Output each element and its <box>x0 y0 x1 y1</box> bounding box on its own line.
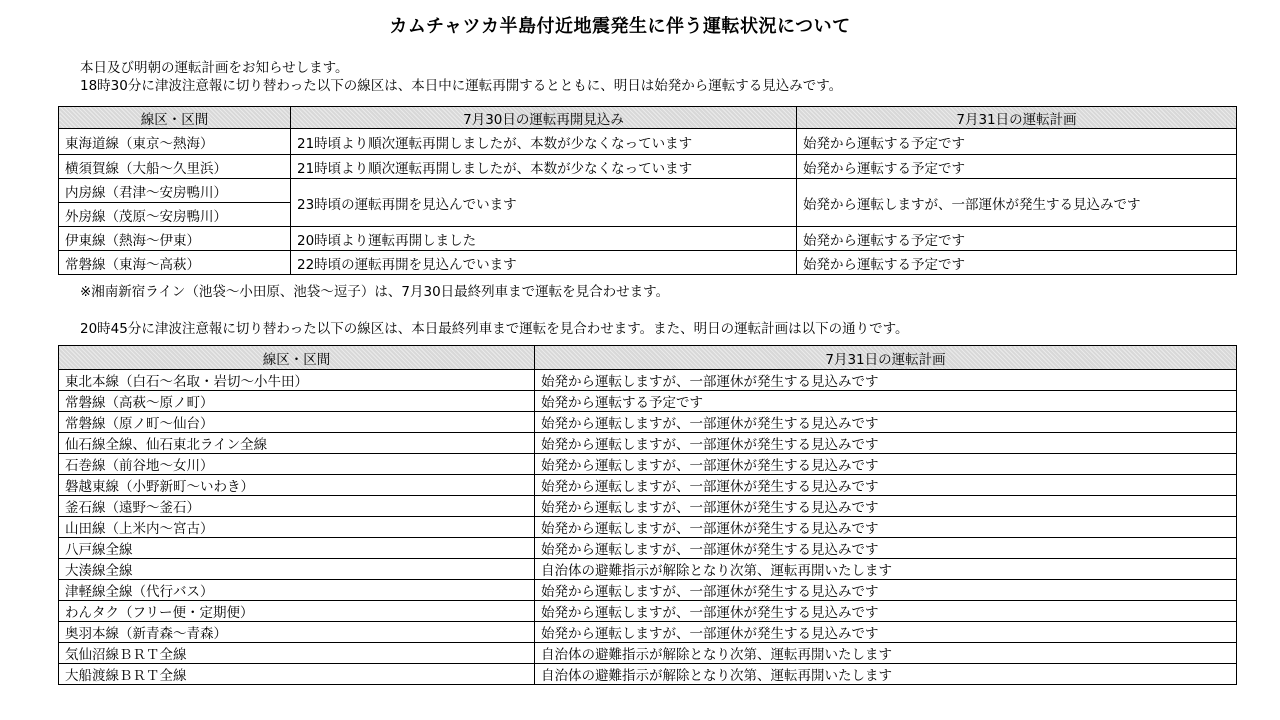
table-row <box>59 251 1237 275</box>
table-row <box>59 664 1237 685</box>
table-row <box>59 370 1237 391</box>
page-title: カムチャツカ半島付近地震発生に伴う運転状況について <box>389 16 851 37</box>
table-row <box>59 433 1237 454</box>
table-row <box>59 538 1237 559</box>
table-row <box>59 643 1237 664</box>
header-tomorrow-plan: 7月31日の運転計画 <box>535 346 1237 370</box>
today-status-cell: 23時頃の運転再開を見込んでいます <box>291 179 797 227</box>
line-cell: 横須賀線（大船～久里浜） <box>59 155 291 179</box>
plan-cell: 始発から運転しますが、一部運休が発生する見込みです <box>535 517 1237 538</box>
line-cell: 常磐線（東海～高萩） <box>59 251 291 275</box>
header-today-outlook: 7月30日の運転再開見込み <box>291 107 797 129</box>
line-cell: 大湊線全線 <box>59 559 535 580</box>
table-row <box>59 580 1237 601</box>
header-tomorrow-plan: 7月31日の運転計画 <box>797 107 1237 129</box>
table-row <box>59 412 1237 433</box>
table-row <box>59 475 1237 496</box>
today-status-cell: 22時頃の運転再開を見込んでいます <box>291 251 797 275</box>
tomorrow-plan-cell: 始発から運転する予定です <box>797 129 1237 155</box>
table-row <box>59 622 1237 643</box>
line-cell: 内房線（君津～安房鴨川） <box>59 179 291 203</box>
plan-cell: 始発から運転しますが、一部運休が発生する見込みです <box>535 622 1237 643</box>
plan-cell: 自治体の避難指示が解除となり次第、運転再開いたします <box>535 643 1237 664</box>
tsunami-advisory-2045-table <box>58 345 1237 685</box>
line-cell: 仙石線全線、仙石東北ライン全線 <box>59 433 535 454</box>
table-row <box>59 517 1237 538</box>
line-cell: 釜石線（遠野～釜石） <box>59 496 535 517</box>
line-cell: 気仙沼線ＢＲＴ全線 <box>59 643 535 664</box>
intro-2045-text: 20時45分に津波注意報に切り替わった以下の線区は、本日最終列車まで運転を見合わせます。また、明日の運転計画は以下の通りです。 <box>80 321 909 337</box>
plan-cell: 自治体の避難指示が解除となり次第、運転再開いたします <box>535 559 1237 580</box>
header-line-section: 線区・区間 <box>59 346 535 370</box>
intro-line-2: 18時30分に津波注意報に切り替わった以下の線区は、本日中に運転再開するとともに、明日は始発から運転する見込みです。 <box>80 78 843 94</box>
plan-cell: 始発から運転しますが、一部運休が発生する見込みです <box>535 601 1237 622</box>
plan-cell: 始発から運転しますが、一部運休が発生する見込みです <box>535 496 1237 517</box>
tomorrow-plan-cell: 始発から運転する予定です <box>797 155 1237 179</box>
plan-cell: 始発から運転しますが、一部運休が発生する見込みです <box>535 433 1237 454</box>
plan-cell: 始発から運転する予定です <box>535 391 1237 412</box>
table-row <box>59 391 1237 412</box>
line-cell: 外房線（茂原～安房鴨川） <box>59 203 291 227</box>
today-status-cell: 21時頃より順次運転再開しましたが、本数が少なくなっています <box>291 129 797 155</box>
line-cell: 東海道線（東京～熱海） <box>59 129 291 155</box>
line-cell: 石巻線（前谷地～女川） <box>59 454 535 475</box>
table-row <box>59 155 1237 179</box>
table-row <box>59 454 1237 475</box>
plan-cell: 始発から運転しますが、一部運休が発生する見込みです <box>535 475 1237 496</box>
line-cell: 東北本線（白石～名取・岩切～小牛田） <box>59 370 535 391</box>
line-cell: 奥羽本線（新青森～青森） <box>59 622 535 643</box>
tomorrow-plan-cell: 始発から運転する予定です <box>797 251 1237 275</box>
line-cell: 常磐線（高萩～原ノ町） <box>59 391 535 412</box>
tomorrow-plan-cell: 始発から運転する予定です <box>797 227 1237 251</box>
line-cell: 八戸線全線 <box>59 538 535 559</box>
plan-cell: 自治体の避難指示が解除となり次第、運転再開いたします <box>535 664 1237 685</box>
tomorrow-plan-cell: 始発から運転しますが、一部運休が発生する見込みです <box>797 179 1237 227</box>
table-row <box>59 601 1237 622</box>
today-status-cell: 20時頃より運転再開しました <box>291 227 797 251</box>
line-cell: 常磐線（原ノ町～仙台） <box>59 412 535 433</box>
today-status-cell: 21時頃より順次運転再開しましたが、本数が少なくなっています <box>291 155 797 179</box>
intro-line-1: 本日及び明朝の運転計画をお知らせします。 <box>80 60 349 76</box>
line-cell: わんタク（フリー便・定期便） <box>59 601 535 622</box>
table-header-row <box>59 107 1237 129</box>
line-cell: 大船渡線ＢＲＴ全線 <box>59 664 535 685</box>
shonan-shinjuku-note: ※湘南新宿ライン（池袋～小田原、池袋～逗子）は、7月30日最終列車まで運転を見合わせます。 <box>80 284 670 300</box>
table-row <box>59 496 1237 517</box>
tsunami-advisory-1830-table <box>58 106 1237 275</box>
plan-cell: 始発から運転しますが、一部運休が発生する見込みです <box>535 412 1237 433</box>
plan-cell: 始発から運転しますが、一部運休が発生する見込みです <box>535 580 1237 601</box>
table-row <box>59 559 1237 580</box>
table-row <box>59 227 1237 251</box>
line-cell: 磐越東線（小野新町～いわき） <box>59 475 535 496</box>
header-line-section: 線区・区間 <box>59 107 291 129</box>
line-cell: 津軽線全線（代行バス） <box>59 580 535 601</box>
intro-text <box>80 59 842 95</box>
line-cell: 伊東線（熱海～伊東） <box>59 227 291 251</box>
table-header-row <box>59 346 1237 370</box>
table-row <box>59 129 1237 155</box>
plan-cell: 始発から運転しますが、一部運休が発生する見込みです <box>535 454 1237 475</box>
line-cell: 山田線（上米内～宮古） <box>59 517 535 538</box>
plan-cell: 始発から運転しますが、一部運休が発生する見込みです <box>535 538 1237 559</box>
plan-cell: 始発から運転しますが、一部運休が発生する見込みです <box>535 370 1237 391</box>
table-row <box>59 179 1237 203</box>
